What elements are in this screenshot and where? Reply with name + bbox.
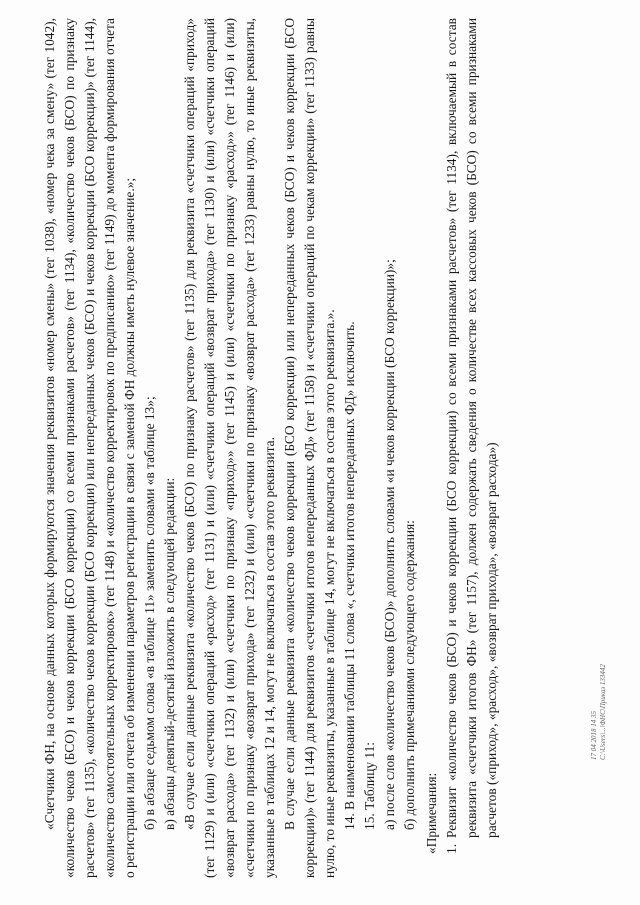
paragraph-case-2: В случае если данные реквизита «количество чеков коррекции (БСО коррекции) или непереданных чеков (БСО) и чеков коррекции (БСО коррекции)» (тег 1144) для реквизитов «счетчики итогов непереданных ФД» (тег 1158) и «счетчики операций по чекам коррекции» (тег 1133) равны нулю, то иные реквизиты, указанные в таблице 14, могут не включаться в состав этого реквизита.». xyxy=(282,18,337,878)
paragraph-case-1: «В случае если данные реквизита «количество чеков (БСО) по признаку расчетов» (тег 1135) для реквизита «счетчики операций «приход» (тег 1129) и (или) «счетчики операций «расход» (тег 1131) и (или) «счетчики операций «возврат прихода» (тег 1130) и (или) «счетчики операций «возврат расхода» (тег 1132) и (или) «счетчики по признаку «приход»» (тег 1145) и (или) «счетчики по признаку «расход»» (тег 1146) и (или) «счетчики по признаку «возврат прихода» (тег 1232) и (или) «счетчики по признаку «возврат расхода» (тег 1233) равны нулю, то иные реквизиты, указанные в таблицах 12 и 14, могут не включаться в состав этого реквизита. xyxy=(182,18,277,878)
notes-heading: «Примечания: xyxy=(424,772,439,854)
rotated-text-block xyxy=(40,18,600,878)
note-number: 1. xyxy=(444,843,459,854)
print-footer xyxy=(590,640,614,760)
paragraph-15b: б) дополнить примечаниями следующего содержания: xyxy=(402,520,417,830)
footer-date: 17 04 2018 14 35 xyxy=(590,711,598,760)
paragraph-15a: а) после слов «количество чеков (БСО)» дополнить словами «и чеков коррекции (БСО коррекции)»; xyxy=(382,259,397,830)
note-text: Реквизит «количество чеков (БСО) и чеков коррекции (БСО коррекции) со всеми признаками расчетов» (тег 1134), включаемый в состав реквизита «счетчики итогов ФН» (тег 1157), должен содержать сведения о количестве всех кассовых чеков (БСО) со всеми признаками расчетов («приход», «расход», «возврат прихода», «возврат расхода») xyxy=(444,18,499,838)
note-item xyxy=(442,18,502,878)
paragraph-14: 14. В наименовании таблицы 11 слова «, счетчики итогов непереданных ФД» исключить. xyxy=(342,321,357,830)
paragraph-v: в) абзацы девятый-десятый изложить в следующей редакции: xyxy=(162,477,177,830)
paragraph-counters: «Счетчики ФН, на основе данных которых формируются значения реквизитов «номер смены» (тег 1038), «номер чека за смену» (тег 1042), «количество чеков (БСО) и чеков коррекции (БСО коррекции) со всеми признаками расчетов» (тег 1134), «количество чеков (БСО) по признаку расчетов» (тег 1135), «количество чеков коррекции (БСО коррекции) или непереданных чеков (БСО) и чеков коррекции (БСО коррекции)» (тег 1144), «количество самостоятельных корректировок» (тег 1148) и «количество корректировок по предписанию» (тег 1149) до момента формирования отчета о регистрации или отчета об изменении параметров регистрации в связи с заменой ФН должны иметь нулевое значение.»; xyxy=(42,18,137,878)
footer-path: С:\Users\...\ФНС\Приказ 133442 xyxy=(599,664,607,760)
paragraph-b: б) в абзаце седьмом слова «в таблице 11» заменить словами «в таблице 13»; xyxy=(142,396,157,830)
paragraph-15: 15. Таблицу 11: xyxy=(362,741,377,830)
